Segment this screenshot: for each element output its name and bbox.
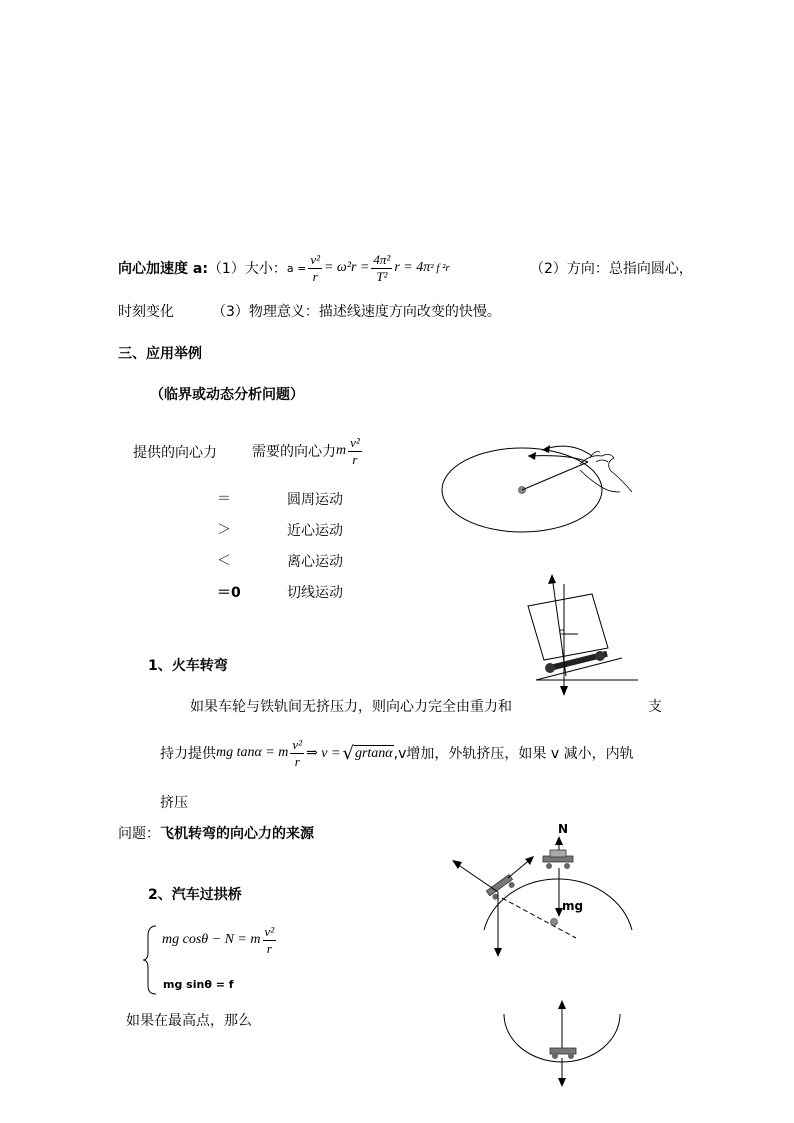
accel-tail: r = 4π (394, 260, 431, 275)
accel-omega-term: = ω²r = (323, 260, 370, 275)
bridge-title: 2、汽车过拱桥 (148, 887, 242, 903)
normal-force-label: N (558, 822, 569, 836)
force-row-sym: ＜ (217, 553, 231, 569)
force-row-sym: ＝ (217, 491, 231, 507)
force-row-sym: ＞ (217, 522, 231, 538)
train-line2-pre: 持力提供 (160, 746, 216, 762)
equation-brace (142, 924, 158, 996)
force-needed-m: m (336, 443, 347, 458)
arch-bridge-figure (440, 818, 640, 963)
string-line (522, 462, 588, 490)
train-sqrt-arg: grtanα (354, 745, 393, 761)
train-body (528, 594, 608, 660)
car-slope (486, 875, 516, 902)
accel-tail-r: r (445, 262, 450, 274)
train-bank-figure (520, 572, 650, 697)
hand-outline (580, 454, 632, 492)
bridge-last: 如果在最高点，那么 (126, 1013, 252, 1029)
accel-tail-sup: ² f ² (430, 262, 446, 274)
question-text: 飞机转弯的向心力的来源 (160, 826, 314, 842)
train-title: 1、火车转弯 (148, 658, 228, 674)
section3-subtitle: （临界或动态分析问题） (150, 387, 304, 403)
accel-line-2b: （3）物理意义：描述线速度方向改变的快慢。 (212, 304, 501, 320)
force-row-text: 圆周运动 (287, 492, 343, 508)
train-line3: 挤压 (160, 795, 188, 811)
force-row-text: 切线运动 (287, 585, 343, 601)
bridge-eq1 (162, 920, 278, 960)
sqrt-sign: √ (342, 742, 354, 764)
force-row-text: 近心运动 (287, 523, 343, 539)
force-row-sym: ＝0 (217, 585, 241, 601)
train-eq-right: ⇒ v = (306, 745, 341, 761)
circular-motion-figure (440, 440, 640, 540)
train-line1: 如果车轮与铁轨间无挤压力，则向心力完全由重力和 (190, 699, 512, 715)
car-bottom (550, 1048, 576, 1054)
section3-title: 三、应用举例 (118, 346, 202, 362)
arch-center (551, 919, 558, 926)
force-provided: 提供的向心力 (133, 445, 217, 461)
accel-direction: （2）方向：总指向圆心， (530, 261, 693, 277)
train-line1-end: 支 (648, 699, 662, 715)
force-needed: 需要的向心力 (252, 444, 336, 460)
bridge-eq2: mg sinθ = f (163, 978, 234, 991)
accel-a-eq: a = (286, 261, 307, 275)
question-line (118, 823, 314, 843)
train-eq-left: mg tanα = m (216, 745, 289, 760)
train-eq-frac: $\frac{\text{v²}}{r}$ (292, 736, 303, 769)
accel-frac-4pi2-T2: $\frac{\text{4π²}}{\text{T²}}$ (373, 251, 391, 284)
force-row-text: 离心运动 (287, 554, 343, 570)
bridge-eq1-left: mg cosθ − N = m (162, 932, 261, 947)
accel-label: 向心加速度 a: (118, 261, 208, 277)
concave-track-figure (500, 1000, 625, 1092)
bridge-arch (484, 879, 632, 930)
accel-line-1 (118, 248, 450, 288)
force-needed-row (252, 430, 364, 472)
train-line2-post: ,v增加，外轨挤压，如果 v 减小，内轨 (393, 746, 634, 762)
accel-size-label: （1）大小： (207, 261, 287, 277)
accel-frac-v2r: $\frac{\text{v²}}{r}$ (310, 251, 320, 284)
bridge-eq1-frac: $\frac{\text{v²}}{r}$ (264, 923, 275, 956)
question-prefix: 问题： (118, 826, 160, 842)
accel-line-2a: 时刻变化 (118, 304, 174, 320)
force-needed-frac: $\frac{\text{v²}}{r}$ (350, 434, 360, 467)
train-line2 (160, 733, 634, 773)
gravity-label: mg (562, 899, 584, 913)
